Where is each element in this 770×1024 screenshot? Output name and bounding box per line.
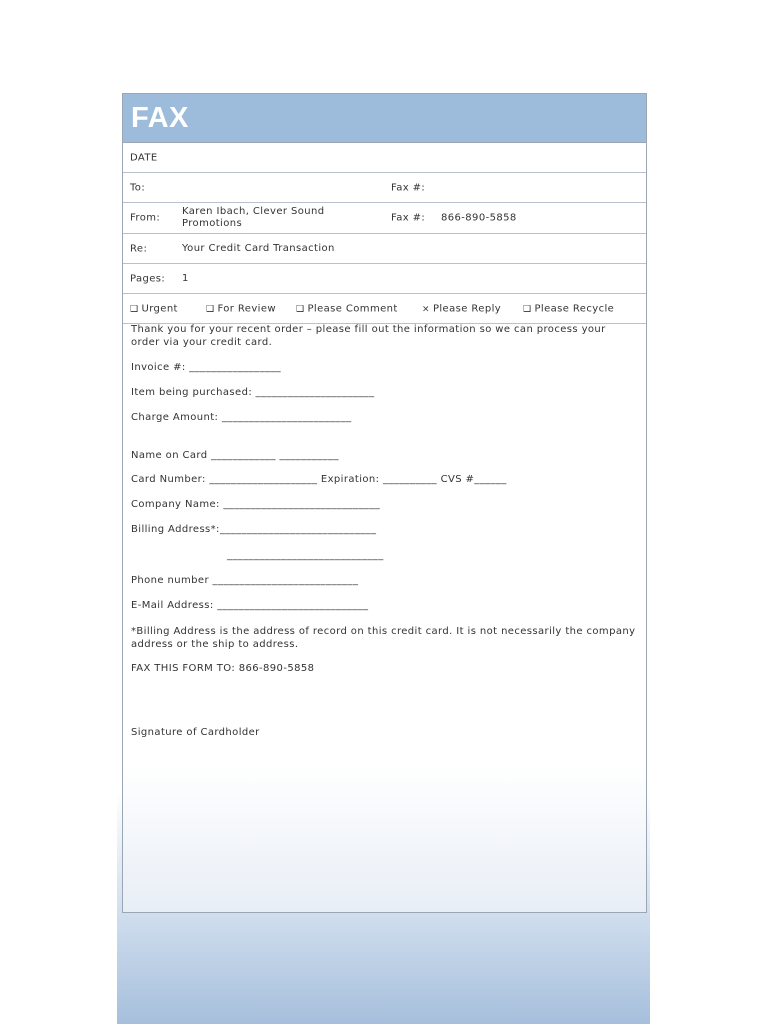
billing-note: *Billing Address is the address of record on this credit card. It is not necessarily the company address or the ship to address. (131, 626, 636, 650)
intro-text: Thank you for your recent order – please fill out the information so we can process your order via your credit card. (131, 324, 606, 348)
option-urgent[interactable] (130, 303, 206, 314)
pages-label: Pages: (130, 273, 166, 284)
to-row (123, 173, 646, 203)
pages-row (123, 264, 646, 294)
date-row (123, 143, 646, 173)
option-label: Please Recycle (534, 303, 615, 314)
options-row (123, 294, 646, 324)
from-fax-value: 866-890-5858 (441, 212, 517, 224)
fax-cover-form (122, 93, 647, 913)
to-fax-label: Fax #: (391, 182, 426, 193)
option-label: Urgent (141, 303, 178, 314)
option-label: Please Comment (307, 303, 398, 314)
invoice-field[interactable]: Invoice #: _________________ (131, 362, 282, 373)
item-field[interactable]: Item being purchased: ______________________ (131, 387, 375, 398)
option-please-recycle[interactable] (523, 303, 614, 314)
options-list (130, 303, 614, 314)
phone-number-field[interactable]: Phone number ___________________________ (131, 575, 359, 586)
billing-address-continuation[interactable]: _____________________________ (227, 550, 384, 561)
fax-to-text: FAX THIS FORM TO: 866-890-5858 (131, 663, 315, 674)
re-value: Your Credit Card Transaction (182, 242, 335, 254)
to-label: To: (130, 182, 146, 193)
checkbox-empty-icon[interactable]: ❑ (130, 304, 139, 314)
company-name-field[interactable]: Company Name: _____________________________ (131, 499, 381, 510)
from-fax-label: Fax #: (391, 212, 426, 224)
fax-header (123, 94, 646, 143)
fax-title: FAX (131, 101, 189, 134)
from-row (123, 203, 646, 234)
billing-address-field[interactable]: Billing Address*:_____________________________ (131, 524, 377, 535)
email-field[interactable]: E-Mail Address: ____________________________ (131, 600, 369, 611)
checkbox-empty-icon[interactable]: ❑ (206, 304, 215, 314)
option-label: For Review (217, 303, 276, 314)
pages-value: 1 (182, 272, 189, 284)
checkbox-checked-icon[interactable]: × (422, 304, 430, 314)
option-label: Please Reply (432, 303, 502, 314)
card-number-field[interactable]: Card Number: ____________________ Expiration: __________ CVS #______ (131, 474, 507, 485)
from-value: Karen Ibach, Clever Sound Promotions (182, 206, 325, 229)
option-please-reply[interactable] (422, 303, 523, 314)
signature-label: Signature of Cardholder (131, 727, 260, 738)
option-for-review[interactable] (206, 303, 296, 314)
checkbox-empty-icon[interactable]: ❑ (523, 304, 532, 314)
name-on-card-field[interactable]: Name on Card ____________ ___________ (131, 450, 339, 461)
option-please-comment[interactable] (296, 303, 422, 314)
date-label: DATE (130, 152, 158, 163)
checkbox-empty-icon[interactable]: ❑ (296, 304, 305, 314)
re-row (123, 234, 646, 264)
re-label: Re: (130, 243, 148, 254)
charge-amount-field[interactable]: Charge Amount: ________________________ (131, 412, 352, 423)
from-label: From: (130, 212, 161, 224)
